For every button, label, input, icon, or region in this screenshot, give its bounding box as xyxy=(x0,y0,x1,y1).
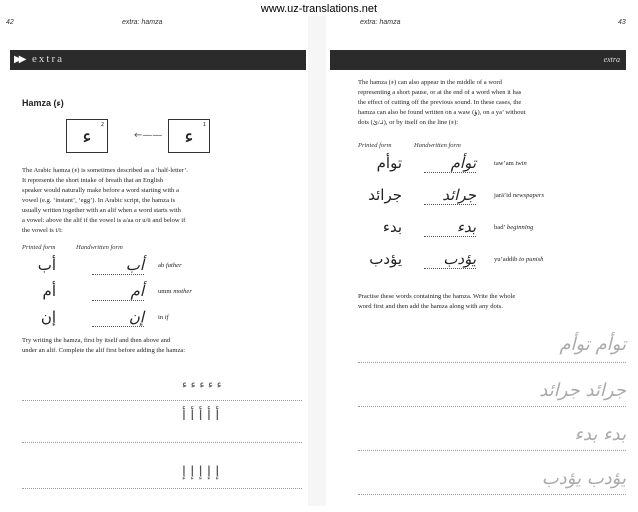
printed-word: جرائد xyxy=(368,186,402,204)
col-handwritten-form: Handwritten form xyxy=(76,244,123,251)
practice-word-row: بدء بدء xyxy=(574,424,626,445)
text-line: word first and then add the hamza along with any dots. xyxy=(358,303,503,310)
double-arrow-icon: ▶▶ xyxy=(14,54,24,65)
handwritten-word: أم xyxy=(92,282,144,301)
practice-word-row: يؤدب يؤدب xyxy=(541,468,626,489)
intro-paragraph xyxy=(358,78,630,128)
hamza-glyph: ء xyxy=(184,124,194,148)
writing-line xyxy=(358,406,626,407)
printed-word: أم xyxy=(42,282,56,300)
handwritten-word: أب xyxy=(92,256,144,275)
col-printed-form: Printed form xyxy=(358,142,392,149)
page-number-left: 42 xyxy=(6,19,14,26)
right-page xyxy=(330,16,632,506)
text-line: vowel (e.g. ‘instant’, ‘egg’). In Arabic script, the hamza is xyxy=(22,197,176,204)
transliteration: bad’ beginning xyxy=(494,224,534,231)
handwritten-word: توأم xyxy=(424,154,476,173)
col-printed-form: Printed form xyxy=(22,244,56,251)
col-handwritten-form: Handwritten form xyxy=(414,142,461,149)
transliteration: jarā’id newspapers xyxy=(494,192,545,199)
transliteration: ab father xyxy=(158,262,182,269)
writing-line xyxy=(358,494,626,495)
word-row xyxy=(358,186,630,206)
practice-word-row: جرائد جرائد xyxy=(539,380,626,401)
printed-word: يؤدب xyxy=(369,250,402,268)
trace-row-alif-above: أ أ أ أ أ xyxy=(182,408,220,424)
handwritten-word: إن xyxy=(92,308,144,327)
banner-label: extra xyxy=(603,55,620,64)
transliteration: umm mother xyxy=(158,288,192,295)
text-line: The hamza (ء) can also appear in the middle of a word xyxy=(358,79,502,86)
arrow-left-icon: ←—— xyxy=(134,130,163,141)
writing-line xyxy=(358,450,626,451)
text-line: under an alif. Complete the alif first before adding the hamza: xyxy=(22,347,186,354)
text-line: hamza can also be found written on a waw (ؤ), on a ya’ without xyxy=(358,109,526,116)
transliteration: in if xyxy=(158,314,169,321)
printed-word: إن xyxy=(40,308,56,326)
extra-banner-left xyxy=(10,50,306,70)
text-line: dots (ئـ/ئ), or by itself on the line (ء): xyxy=(358,119,459,126)
text-line: speaker would naturally make before a word starting with a xyxy=(22,187,179,194)
writing-line xyxy=(22,400,302,401)
practice-instructions xyxy=(358,292,630,312)
running-header-left: extra: hamza xyxy=(122,19,163,26)
writing-line xyxy=(22,488,302,489)
glyph-box-1 xyxy=(168,119,210,153)
handwritten-word: يؤدب xyxy=(424,250,476,269)
text-line: Try writing the hamza, first by itself and then above and xyxy=(22,337,171,344)
section-title: Hamza (ء) xyxy=(22,98,64,108)
trace-row-alif-below: إ إ إ إ إ xyxy=(182,464,220,480)
book-gutter xyxy=(308,16,326,506)
running-header-right: extra: hamza xyxy=(360,19,401,26)
text-line: It represents the short intake of breath that an English xyxy=(22,177,164,184)
printed-word: أب xyxy=(37,256,56,274)
word-row xyxy=(22,256,302,276)
writing-line xyxy=(358,362,626,363)
glyph-box-2 xyxy=(66,119,108,153)
intro-paragraph xyxy=(22,166,302,236)
text-line: representing a short pause, or at the end of a word when it has xyxy=(358,89,522,96)
practice-word-row: توأم توأم xyxy=(559,334,626,355)
left-page xyxy=(6,16,306,506)
printed-word: بدء xyxy=(382,218,402,236)
glyph-box-number: 1 xyxy=(202,122,206,128)
extra-banner-right xyxy=(330,50,626,70)
word-row xyxy=(358,154,630,174)
exercise-instructions xyxy=(22,336,302,356)
text-line: the effect of cutting off the previous sound. In these cases, the xyxy=(358,99,522,106)
text-line: usually written together with an alif when a word starts with xyxy=(22,207,181,214)
watermark: www.uz-translations.net xyxy=(260,3,378,15)
text-line: a vowel: above the alif if the vowel is a/aa or u/ū and below if xyxy=(22,217,186,224)
banner-label: extra xyxy=(32,53,64,65)
text-line: The Arabic hamza (ء) is sometimes described as a ‘half-letter’. xyxy=(22,167,188,174)
word-row xyxy=(22,282,302,302)
handwritten-word: جرائد xyxy=(424,186,476,205)
glyph-box-number: 2 xyxy=(100,122,104,128)
hamza-glyph: ء xyxy=(82,124,92,148)
writing-line xyxy=(22,442,302,443)
printed-word: توأم xyxy=(376,154,402,172)
text-line: the vowel is i/ī: xyxy=(22,227,63,234)
word-row xyxy=(22,308,302,328)
text-line: Practise these words containing the hamza. Write the whole xyxy=(358,293,516,300)
word-row xyxy=(358,250,630,270)
word-row xyxy=(358,218,630,238)
page-number-right: 43 xyxy=(618,19,626,26)
transliteration: taw’am twin xyxy=(494,160,527,167)
transliteration: yu’addib to punish xyxy=(494,256,544,263)
handwritten-word: بدء xyxy=(424,218,476,237)
trace-row-hamza: ء ء ء ء ء xyxy=(182,378,222,391)
